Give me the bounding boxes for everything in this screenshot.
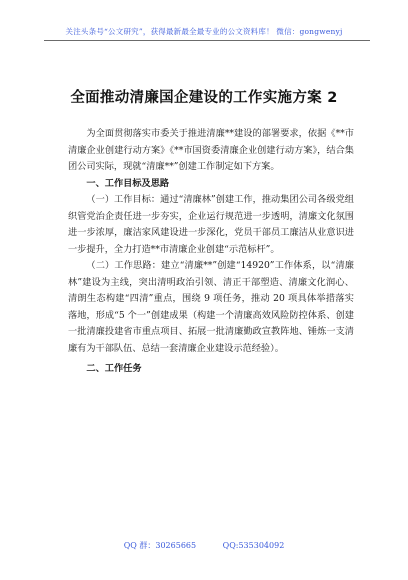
footer-qq-group: QQ 群：30265665 (123, 541, 197, 550)
section-heading-1: 一、工作目标及思路 (86, 177, 170, 189)
section-heading-2: 二、工作任务 (86, 363, 142, 374)
footer-contact (0, 540, 408, 551)
approach-paragraph: （二）工作思路：建立“清廉**”创建“14920”工作体系，以“清廉林”建设为主线，突出清明政治引领、清正干部塑造、清廉文化润心、清朗生态构建“四清”重点，围绕 9 项任务，推动 20 项具体举措落实落地，形成“5 个一”创建成果（构建一个清廉高效风险防控体系、创建一批清廉投建省市重点项目、拓展一批清廉勤政宣教阵地、锤炼一支清廉有为干部队伍、总结一套清廉企业建设示范经验）。 (68, 260, 354, 354)
document-title: 全面推动清廉国企建设的工作实施方案 2 (70, 90, 338, 106)
document-body (68, 126, 354, 378)
intro-paragraph: 为全面贯彻落实市委关于推进清廉**建设的部署要求，依据《**市清廉企业创建行动方案》《**市国资委清廉企业创建行动方案》，结合集团公司实际，现就“清廉**”创建工作制定如下方案。 (68, 128, 354, 172)
goal-paragraph: （一）工作目标：通过“清廉林”创建工作，推动集团公司各级党组织管党治企责任进一步夯实，企业运行规范进一步透明，清廉文化氛围进一步浓厚，廉洁家风建设进一步深化，党员干部员工廉洁从业意识进一步提升，全力打造**市清廉企业创建“示范标杆”。 (68, 194, 354, 255)
header-note: 关注头条号“公文研究”，获得最新最全最专业的公文资料库！ 微信：gongwenyj (65, 27, 343, 36)
header-divider (44, 40, 370, 41)
footer-qq-number: QQ:535304092 (222, 541, 285, 550)
